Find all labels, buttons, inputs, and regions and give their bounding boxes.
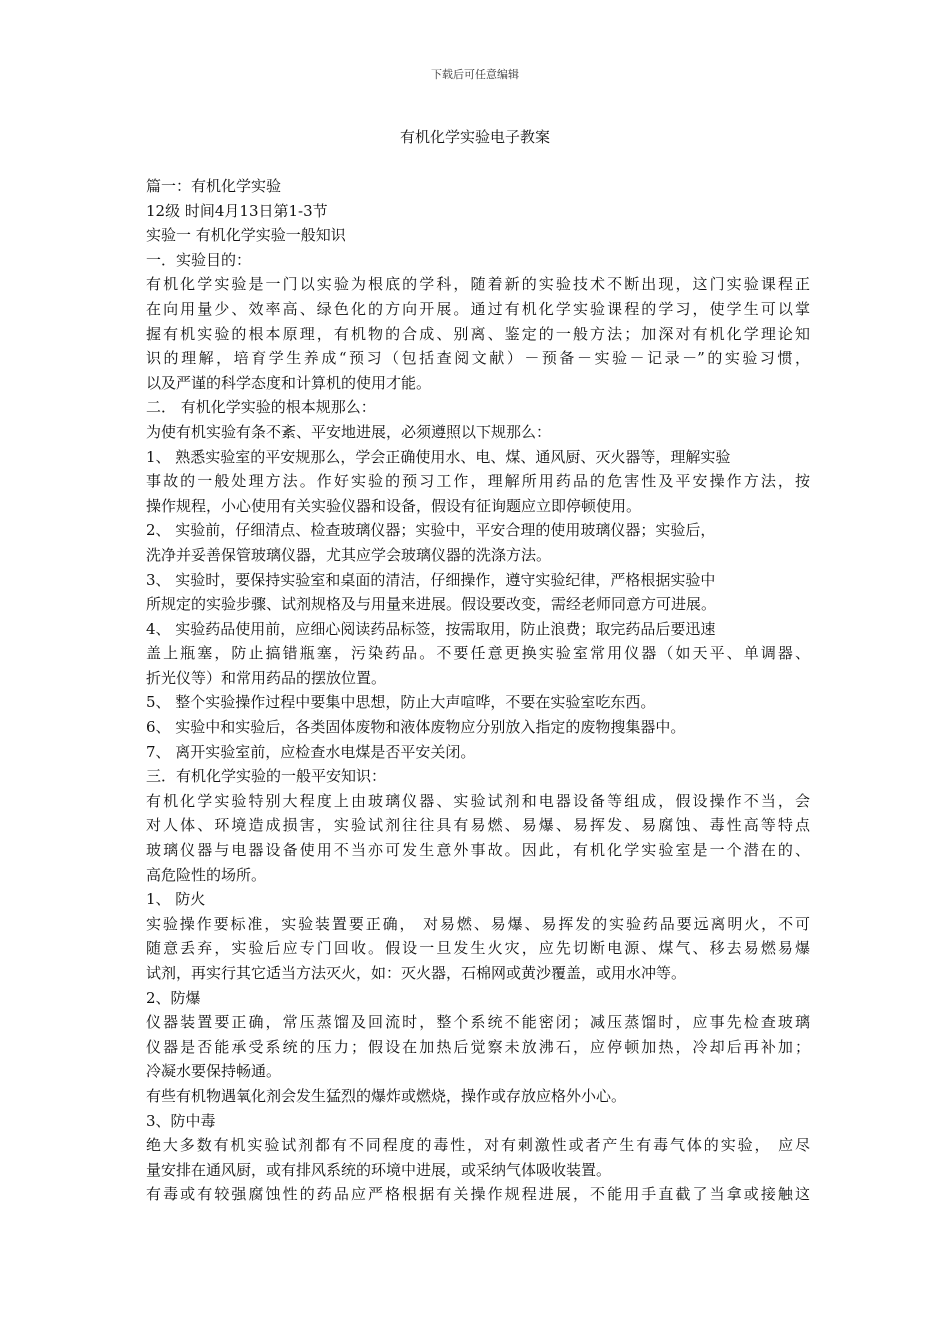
text-line: 洗净并妥善保管玻璃仪器，尤其应学会玻璃仪器的洗涤方法。 bbox=[146, 545, 552, 564]
text-line: 2、 实验前，仔细清点、检查玻璃仪器；实验中，平安合理的使用玻璃仪器；实验后， bbox=[146, 521, 716, 540]
text-line: 折光仪等）和常用药品的摆放位置。 bbox=[146, 668, 387, 687]
text-line: 1、 熟悉实验室的平安规那么，学会正确使用水、电、煤、通风厨、灭火器等，理解实验 bbox=[146, 447, 731, 466]
text-line: 篇一：有机化学实验 bbox=[146, 177, 282, 195]
text-line: 实验一 有机化学实验一般知识 bbox=[146, 226, 346, 245]
text-line: 冷凝水要保持畅通。 bbox=[146, 1062, 282, 1081]
text-line: 量安排在通风厨，或有排风系统的环境中进展，或采纳气体吸收装置。 bbox=[146, 1160, 612, 1179]
text-line: 为使有机实验有条不紊、平安地进展，必须遵照以下规那么： bbox=[146, 422, 552, 441]
text-line: 二． 有机化学实验的根本规那么： bbox=[146, 398, 376, 417]
text-line: 所规定的实验步骤、试剂规格及与用量来进展。假设要改变，需经老师同意方可进展。 bbox=[146, 595, 717, 614]
text-line: 操作规程，小心使用有关实验仪器和设备，假设有征询题应立即停顿使用。 bbox=[146, 496, 642, 515]
text-line: 随意丢弃，实验后应专门回收。假设一旦发生火灾，应先切断电源、煤气、移去易燃易爆 bbox=[146, 939, 810, 958]
text-line: 以及严谨的科学态度和计算机的使用才能。 bbox=[146, 373, 432, 392]
text-line: 绝大多数有机实验试剂都有不同程度的毒性，对有刺激性或者产生有毒气体的实验， 应尽 bbox=[146, 1136, 810, 1155]
text-line: 有毒或有较强腐蚀性的药品应严格根据有关操作规程进展，不能用手直截了当拿或接触这 bbox=[146, 1185, 810, 1204]
text-line: 4、 实验药品使用前，应细心阅读药品标签，按需取用，防止浪费；取完药品后要迅速 bbox=[146, 619, 716, 638]
document-title: 有机化学实验电子教案 bbox=[399, 128, 550, 146]
text-line: 三．有机化学实验的一般平安知识： bbox=[146, 767, 387, 786]
text-line: 1、 防火 bbox=[146, 890, 206, 909]
header-note: 下载后可任意编辑 bbox=[431, 68, 519, 81]
text-line: 握有机实验的根本原理，有机物的合成、别离、鉴定的一般方法；加深对有机化学理论知 bbox=[146, 324, 810, 343]
text-line: 事故的一般处理方法。作好实验的预习工作，理解所用药品的危害性及平安操作方法，按 bbox=[146, 472, 810, 491]
text-line: 7、 离开实验室前，应检查水电煤是否平安关闭。 bbox=[146, 742, 476, 761]
text-line: 试剂，再实行其它适当方法灭火，如：灭火器，石棉网或黄沙覆盖，或用水冲等。 bbox=[146, 964, 687, 982]
text-line: 在向用量少、效率高、绿色化的方向开展。通过有机化学实验课程的学习，使学生可以掌 bbox=[146, 299, 810, 318]
text-line: 5、 整个实验操作过程中要集中思想，防止大声喧哗，不要在实验室吃东西。 bbox=[146, 693, 656, 712]
text-line: 一．实验目的： bbox=[146, 250, 252, 269]
text-line: 识的理解，培育学生养成“预习（包括查阅文献）－预备－实验－记录－”的实验习惯， bbox=[146, 349, 810, 368]
text-line: 有机化学实验是一门以实验为根底的学科，随着新的实验技术不断出现，这门实验课程正 bbox=[146, 275, 810, 294]
text-line: 2、防爆 bbox=[146, 988, 201, 1007]
text-line: 12级 时间4月13日第1-3节 bbox=[146, 201, 328, 220]
text-line: 有机化学实验特别大程度上由玻璃仪器、实验试剂和电器设备等组成，假设操作不当，会 bbox=[146, 791, 810, 810]
text-line: 仪器装置要正确，常压蒸馏及回流时，整个系统不能密闭；减压蒸馏时，应事先检查玻璃 bbox=[146, 1013, 810, 1032]
text-line: 玻璃仪器与电器设备使用不当亦可发生意外事故。因此，有机化学实验室是一个潜在的、 bbox=[146, 841, 810, 860]
text-line: 3、 实验时，要保持实验室和桌面的清洁，仔细操作，遵守实验纪律，严格根据实验中 bbox=[146, 570, 716, 589]
text-line: 对人体、环境造成损害，实验试剂往往具有易燃、易爆、易挥发、易腐蚀、毒性高等特点 bbox=[146, 816, 810, 835]
text-line: 有些有机物遇氧化剂会发生猛烈的爆炸或燃烧，操作或存放应格外小心。 bbox=[146, 1086, 627, 1105]
document-body bbox=[146, 174, 810, 1207]
text-line: 实验操作要标准，实验装置要正确， 对易燃、易爆、易挥发的实验药品要远离明火，不可 bbox=[146, 914, 810, 933]
text-line: 仪器是否能承受系统的压力；假设在加热后觉察未放沸石，应停顿加热，冷却后再补加； bbox=[146, 1037, 810, 1056]
text-line: 盖上瓶塞，防止搞错瓶塞，污染药品。不要任意更换实验室常用仪器（如天平、单调器、 bbox=[146, 644, 810, 663]
text-line: 6、 实验中和实验后，各类固体废物和液体废物应分别放入指定的废物搜集器中。 bbox=[146, 718, 686, 737]
text-line: 3、防中毒 bbox=[146, 1111, 216, 1130]
text-line: 高危险性的场所。 bbox=[146, 865, 267, 884]
